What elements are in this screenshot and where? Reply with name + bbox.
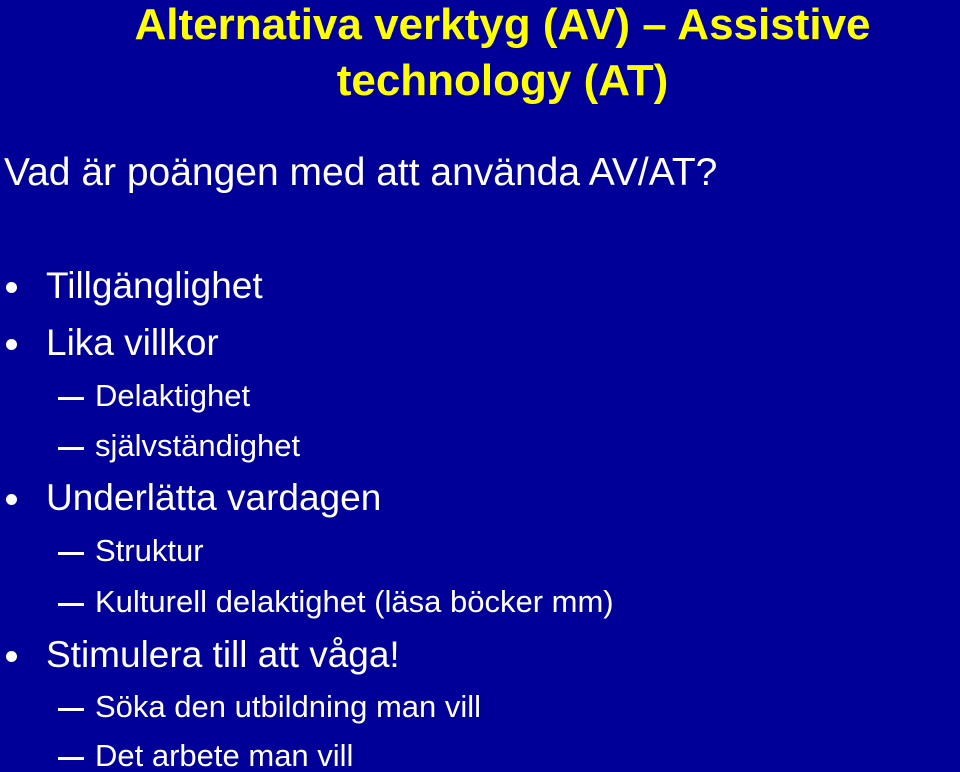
dash-icon bbox=[58, 757, 84, 760]
bullet-icon bbox=[6, 494, 17, 505]
bullet-text: Tillgänglighet bbox=[46, 265, 263, 306]
dash-icon bbox=[58, 397, 84, 400]
bullet-text: Stimulera till att våga! bbox=[46, 634, 400, 675]
sub-item-text: Delaktighet bbox=[95, 378, 251, 413]
bullet-icon bbox=[6, 651, 17, 662]
bullet-text: Lika villkor bbox=[46, 322, 219, 363]
sub-item-text: Kulturell delaktighet (läsa böcker mm) bbox=[95, 584, 614, 619]
slide-subtitle: Vad är poängen med att använda AV/AT? bbox=[4, 151, 718, 194]
title-line-2: technology (AT) bbox=[336, 56, 669, 105]
dash-icon bbox=[58, 708, 84, 711]
dash-icon bbox=[58, 447, 84, 450]
bullet-icon bbox=[6, 339, 17, 350]
slide-title bbox=[0, 0, 960, 109]
title-line-1: Alternativa verktyg (AV) – Assistive bbox=[134, 0, 871, 49]
bullet-icon bbox=[6, 282, 17, 293]
sub-item-text: självständighet bbox=[95, 428, 301, 463]
sub-item-text: Det arbete man vill bbox=[95, 738, 354, 772]
dash-icon bbox=[58, 552, 84, 555]
bullet-text: Underlätta vardagen bbox=[46, 477, 382, 518]
sub-item-text: Struktur bbox=[95, 533, 204, 568]
sub-item-text: Söka den utbildning man vill bbox=[95, 689, 482, 724]
dash-icon bbox=[58, 603, 84, 606]
